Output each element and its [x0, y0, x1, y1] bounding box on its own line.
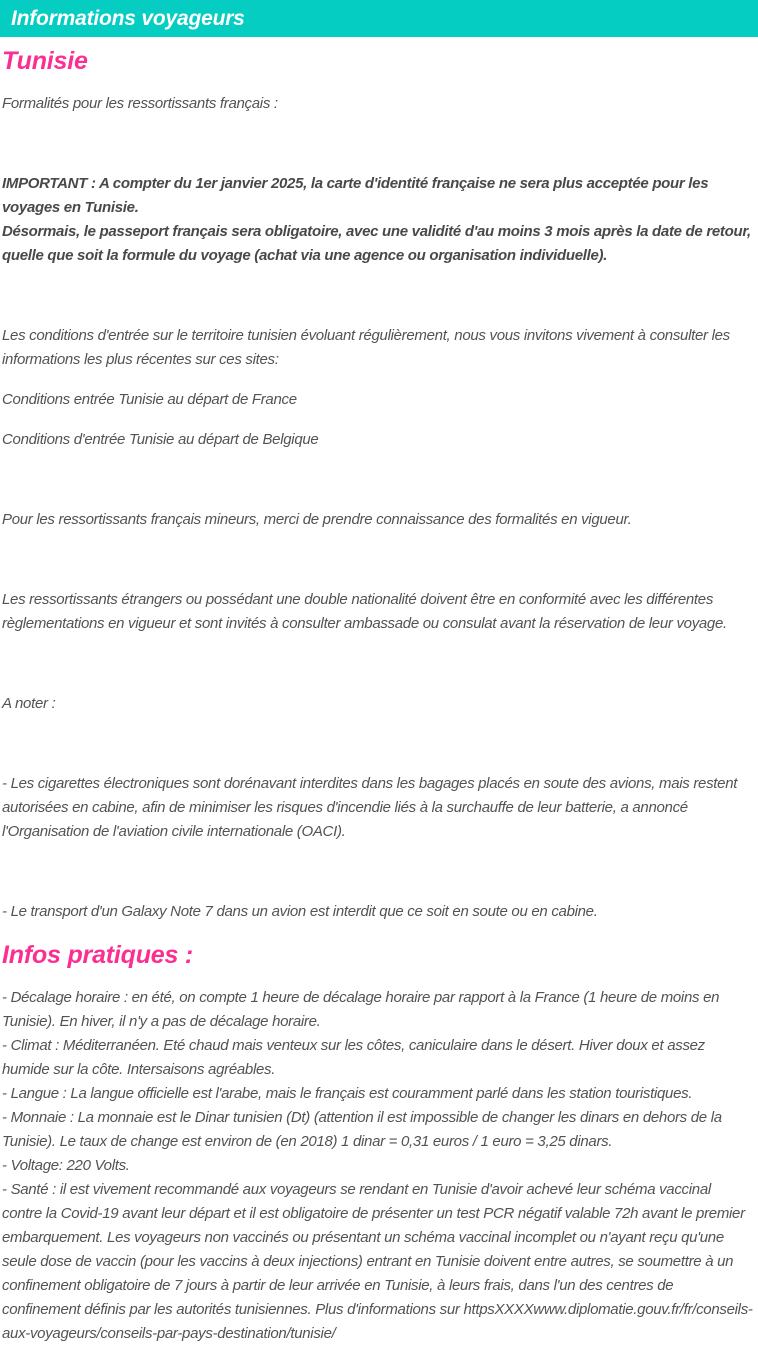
paragraph-link-france	[2, 388, 753, 412]
paragraph-conditions-intro: Les conditions d'entrée sur le territoire tunisien évoluant régulièrement, nous vous invitons vivement à consulter les informations les plus récentes sur ces sites:	[2, 327, 730, 368]
practical-info-list	[2, 986, 753, 1346]
important-notice	[2, 172, 753, 268]
important-notice-line-2: Désormais, le passeport français sera obligatoire, avec une validité d'au moins 3 mois après la date de retour, quelle que soit la formule du voyage (achat via une agence ou organisation individuelle).	[2, 223, 751, 264]
paragraph-galaxy-note: - Le transport d'un Galaxy Note 7 dans un avion est interdit que ce soit en soute ou en cabine.	[2, 903, 598, 920]
practical-info-item-decalage-horaire: - Décalage horaire : en été, on compte 1 heure de décalage horaire par rapport à la France (1 heure de moins en Tunisie). En hiver, il n'y a pas de décalage horaire.	[2, 989, 720, 1030]
page-title: Informations voyageurs	[11, 6, 245, 30]
practical-info-item-voltage: - Voltage: 220 Volts.	[2, 1157, 130, 1174]
practical-info-item-monnaie: - Monnaie : La monnaie est le Dinar tunisien (Dt) (attention il est impossible de changer les dinars en dehors de la Tunisie). Le taux de change est environ de (en 2018) 1 dinar = 0,31 euros / 1 euro = 3,25 dinars.	[2, 1109, 722, 1150]
link-conditions-france[interactable]: Conditions entrée Tunisie au départ de France	[2, 391, 297, 408]
paragraph-note-label: A noter :	[2, 695, 56, 712]
page-header-bar	[0, 0, 758, 37]
paragraph-minors: Pour les ressortissants français mineurs, merci de prendre connaissance des formalités en vigueur.	[2, 511, 632, 528]
paragraph-foreign-nationals: Les ressortissants étrangers ou possédant une double nationalité doivent être en conformité avec les différentes règlementations en vigueur et sont invités à consulter ambassade ou consulat avant la réservation de leur voyage.	[2, 591, 727, 632]
paragraph-link-belgique	[2, 428, 753, 452]
practical-info-item-langue: - Langue : La langue officielle est l'arabe, mais le français est couramment parlé dans les station touristiques.	[2, 1085, 693, 1102]
paragraph-ecigarettes: - Les cigarettes électroniques sont dorénavant interdites dans les bagages placés en soute des avions, mais restent autorisées en cabine, afin de minimiser les risques d'incendie liés à la surchauffe de leur batterie, a annoncé l'Organisation de l'aviation civile internationale (OACI).	[2, 775, 738, 840]
important-notice-line-1: IMPORTANT : A compter du 1er janvier 2025, la carte d'identité française ne sera plus acceptée pour les voyages en Tunisie.	[2, 175, 709, 216]
link-conditions-belgique[interactable]: Conditions d'entrée Tunisie au départ de Belgique	[2, 431, 319, 448]
page-content	[0, 46, 758, 1346]
practical-info-item-climat: - Climat : Méditerranéen. Eté chaud mais venteux sur les côtes, caniculaire dans le désert. Hiver doux et assez humide sur la côte. Intersaisons agréables.	[2, 1037, 705, 1078]
practical-info-item-sante: - Santé : il est vivement recommandé aux voyageurs se rendant en Tunisie d'avoir achevé leur schéma vaccinal contre la Covid-19 avant leur départ et il est obligatoire de présenter un test PCR négatif valable 72h avant le premier embarquement. Les voyageurs non vaccinés ou présentant un schéma vaccinal incomplet ou n'ayant reçu qu'une seule dose de vaccin (pour les vaccins à deux injections) entrant en Tunisie doivent entre autres, se soumettre à un confinement obligatoire de 7 jours à partir de leur arrivée en Tunisie, à leurs frais, dans l'un des centres de confinement définis par les autorités tunisiennes. Plus d'informations sur httpsXXXXwww.diplomatie.gouv.fr/fr/conseils-aux-voyageurs/conseils-par-pays-destination/tunisie/	[2, 1181, 753, 1342]
infos-pratiques-heading: Infos pratiques :	[2, 941, 194, 969]
paragraph-formalites: Formalités pour les ressortissants français :	[2, 95, 278, 112]
country-heading: Tunisie	[2, 47, 88, 75]
